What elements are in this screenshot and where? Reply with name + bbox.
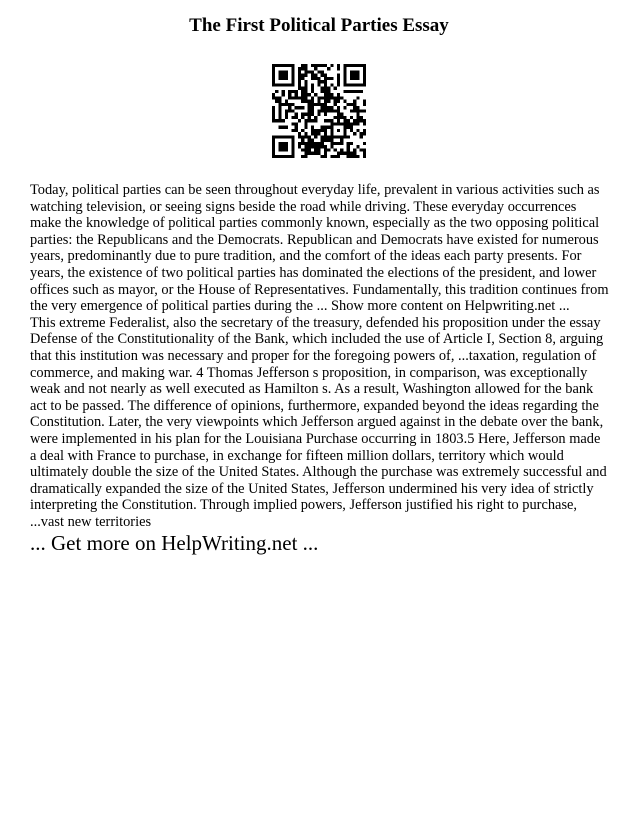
essay-body [30,182,610,530]
page-title: The First Political Parties Essay [189,15,449,36]
essay-paragraph-2: This extreme Federalist, also the secretary of the treasury, defended his proposition under the essay Defense of the Constitutionality of the Bank, which included the use of Article I, Section 8, arguing that this institution was necessary and proper for the foregoing powers of, ...taxation, regulation of commerce, and making war. 4 Thomas Jefferson s proposition, in comparison, was exceptionally weak and not nearly as well executed as Hamilton s. As a result, Washington allowed for the bank act to be passed. The difference of opinions, furthermore, expanded beyond the ideas regarding the Constitution. Later, the very viewpoints which Jefferson argued against in the debate over the bank, were implemented in his plan for the Louisiana Purchase occurring in 1803.5 Here, Jefferson made a deal with France to purchase, in exchange for fifteen million dollars, territory which would ultimately double the size of the United States. Although the purchase was extremely successful and dramatically expanded the size of the United States, Jefferson undermined his very idea of strictly interpreting the Constitution. Through implied powers, Jefferson justified his right to purchase, ...vast new territories [30,314,607,530]
qr-code-icon [272,64,366,158]
essay-paragraph-1: Today, political parties can be seen throughout everyday life, prevalent in various activities such as watching television, or seeing signs beside the road while driving. These everyday occurrences make the knowledge of political parties commonly known, especially as the two opposing political parties: the Republicans and the Democrats. Republican and Democrats have existed for numerous years, predominantly due to pure tradition, and the comfort of the ideas each party presents. For years, the existence of two political parties has dominated the elections of the president, and lower offices such as mayor, or the House of Representatives. Fundamentally, this tradition continues from the very emergence of political parties during the ... Show more content on Helpwriting.net ... [30,182,609,315]
get-more-link[interactable]: ... Get more on HelpWriting.net ... [30,531,319,555]
